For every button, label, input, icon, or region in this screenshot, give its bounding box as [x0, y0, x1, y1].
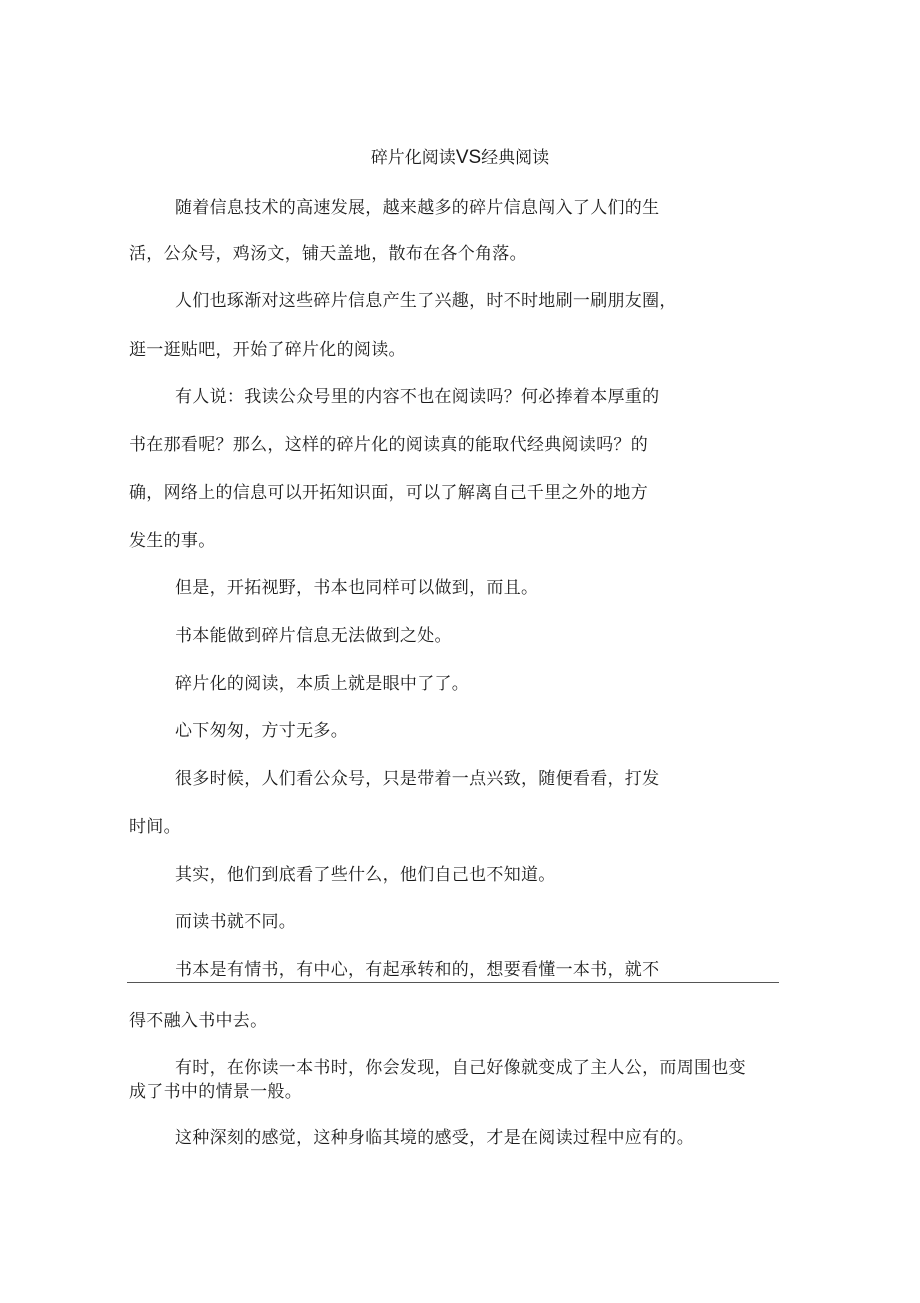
paragraph-line: 随着信息技术的高速发展，越来越多的碎片信息闯入了人们的生	[175, 198, 660, 218]
paragraph-line: 时间。	[129, 817, 181, 837]
paragraph-line: 活，公众号，鸡汤文，铺天盖地，散布在各个角落。	[129, 244, 527, 264]
paragraph-line: 心下匆匆，方寸无多。	[175, 721, 348, 741]
paragraph-line: 有人说：我读公众号里的内容不也在阅读吗？何必捧着本厚重的	[175, 387, 660, 407]
horizontal-rule	[127, 982, 779, 983]
paragraph-line: 但是，开拓视野，书本也同样可以做到，而且。	[175, 578, 539, 598]
paragraph-line: 有时，在你读一本书时，你会发现，自己好像就变成了主人公，而周围也变	[175, 1058, 746, 1078]
paragraph-line: 人们也琢渐对这些碎片信息产生了兴趣，时不时地刷一刷朋友圈，	[175, 291, 677, 311]
paragraph-line: 碎片化的阅读，本质上就是眼中了了。	[175, 674, 470, 694]
document-title	[0, 146, 920, 170]
title-part-1: 碎片化阅读	[370, 148, 456, 168]
paragraph-line: 发生的事。	[129, 531, 216, 551]
title-vs: VS	[455, 147, 482, 168]
paragraph-line: 其实，他们到底看了些什么，他们自己也不知道。	[175, 865, 556, 885]
paragraph-line: 书本能做到碎片信息无法做到之处。	[175, 626, 452, 646]
paragraph-line: 而读书就不同。	[175, 912, 297, 932]
paragraph-line: 这种深刻的感觉，这种身临其境的感受，才是在阅读过程中应有的。	[175, 1128, 694, 1148]
paragraph-line: 逛一逛贴吧，开始了碎片化的阅读。	[129, 340, 406, 360]
paragraph-line: 成了书中的情景一般。	[129, 1082, 302, 1102]
title-part-2: 经典阅读	[481, 148, 550, 168]
paragraph-line: 很多时候，人们看公众号，只是带着一点兴致，随便看看，打发	[175, 769, 660, 789]
paragraph-line: 书本是有情书，有中心，有起承转和的，想要看懂一本书，就不	[175, 960, 660, 980]
paragraph-line: 确，网络上的信息可以开拓知识面，可以了解离自己千里之外的地方	[129, 483, 648, 503]
paragraph-line: 书在那看呢？那么，这样的碎片化的阅读真的能取代经典阅读吗？的	[129, 435, 648, 455]
paragraph-line: 得不融入书中去。	[129, 1011, 268, 1031]
